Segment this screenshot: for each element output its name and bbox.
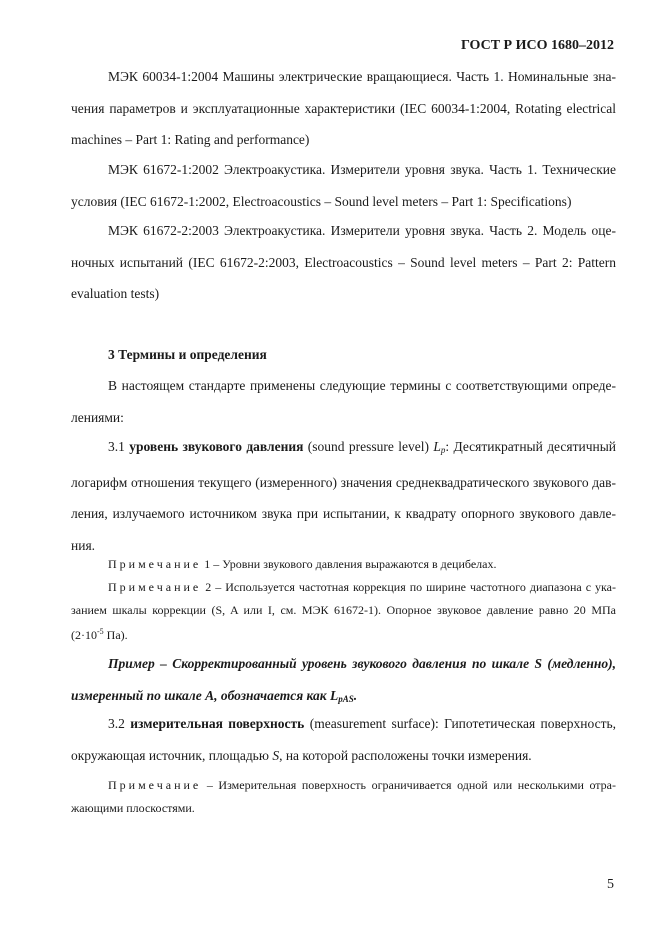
term-title: уровень звукового давления bbox=[129, 439, 304, 454]
note-value: (2·10 bbox=[71, 628, 97, 642]
term-symbol-subscript: p bbox=[440, 445, 446, 455]
note-line: занием шкалы коррекции (S, A или I, см. МЭК 61672-1). Опорное звуковое давление равно 20 МПа bbox=[71, 602, 616, 617]
term-english: (measurement surface): Гипотетическая поверхность, bbox=[309, 716, 617, 731]
note-label: Примечание bbox=[108, 557, 202, 571]
reference-iec-61672-1 bbox=[71, 154, 616, 217]
example-subscript: pAS bbox=[338, 693, 354, 704]
term-english: (sound pressure level) bbox=[307, 439, 429, 454]
term-3-1-note-1 bbox=[71, 553, 616, 576]
ref-line: МЭК 61672-1:2002 Электроакустика. Измерители уровня звука. Часть 1. Технические bbox=[108, 162, 616, 177]
section-intro bbox=[71, 370, 616, 433]
note-line bbox=[71, 553, 616, 576]
term-3-1-example bbox=[71, 648, 616, 715]
page-number: 5 bbox=[607, 877, 614, 892]
reference-iec-60034-1 bbox=[71, 61, 616, 156]
ref-line: условия (IEC 61672-1:2002, Electroacoustics – Sound level meters – Part 1: Specifications) bbox=[71, 193, 572, 209]
intro-line: В настоящем стандарте применены следующие термины с соответствующими опреде- bbox=[108, 378, 616, 393]
ref-line: МЭК 61672-2:2003 Электроакустика. Измерители уровня звука. Часть 2. Модель оце- bbox=[108, 223, 616, 238]
term-text: окружающая источник, площадью bbox=[71, 747, 273, 763]
term-line: логарифм отношения текущего (измеренного) значения среднеквадратического звукового дав- bbox=[71, 474, 616, 490]
term-line bbox=[71, 431, 616, 467]
term-number: 3.1 bbox=[108, 439, 125, 454]
term-symbol: S bbox=[272, 747, 280, 763]
section-heading-block bbox=[71, 339, 616, 371]
note-line bbox=[71, 621, 616, 647]
example-end: . bbox=[353, 687, 358, 703]
ref-line: evaluation tests) bbox=[71, 286, 160, 301]
ref-line: ночных испытаний (IEC 61672-2:2003, Electroacoustics – Sound level meters – Part 2: Pattern bbox=[71, 254, 616, 270]
ref-line: МЭК 60034-1:2004 Машины электрические вращающиеся. Часть 1. Номинальные зна- bbox=[108, 69, 616, 84]
note-unit: Па). bbox=[103, 628, 128, 642]
note-label: Примечание bbox=[108, 580, 202, 594]
note-exponent: -5 bbox=[97, 627, 104, 636]
reference-iec-61672-2 bbox=[71, 215, 616, 310]
term-line: ния. bbox=[71, 537, 96, 553]
document-id-header: ГОСТ Р ИСО 1680–2012 bbox=[460, 38, 614, 53]
term-3-1-note-2 bbox=[71, 576, 616, 647]
term-text: , на которой расположены точки измерения. bbox=[279, 747, 532, 763]
term-line: ления, излучаемого источником звука при испытании, к квадрату опорного звукового давле- bbox=[71, 506, 616, 521]
example-text: измеренный по шкале A, обозначается как L bbox=[71, 687, 339, 703]
term-definition-start: : Десятикратный десятичный bbox=[445, 439, 617, 454]
term-line bbox=[71, 708, 616, 740]
ref-line: machines – Part 1: Rating and performance) bbox=[71, 132, 310, 147]
term-title: измерительная поверхность bbox=[130, 716, 305, 731]
term-number: 3.2 bbox=[108, 716, 125, 731]
term-3-2 bbox=[71, 708, 616, 771]
note-text: 1 – Уровни звукового давления выражаются в децибелах. bbox=[204, 557, 497, 571]
note-text: – Измерительная поверхность ограничивается одной или несколькими отра- bbox=[206, 778, 617, 792]
note-label: Примечание bbox=[108, 778, 202, 792]
note-text: 2 – Используется частотная коррекция по ширине частотного диапазона с ука- bbox=[205, 580, 617, 594]
section-heading: 3 Термины и определения bbox=[108, 347, 267, 362]
note-line bbox=[71, 576, 616, 599]
example-line: Пример – Скорректированный уровень звукового давления по шкале S (медленно), bbox=[108, 656, 616, 671]
term-3-2-note bbox=[71, 774, 616, 819]
term-symbol: L bbox=[433, 439, 441, 454]
term-line bbox=[71, 740, 616, 772]
ref-line: чения параметров и эксплуатационные характеристики (IEC 60034-1:2004, Rotating electrical bbox=[71, 100, 616, 116]
note-line bbox=[71, 774, 616, 797]
note-line: жающими плоскостями. bbox=[71, 800, 195, 815]
term-3-1 bbox=[71, 431, 616, 561]
intro-line: лениями: bbox=[71, 409, 124, 425]
